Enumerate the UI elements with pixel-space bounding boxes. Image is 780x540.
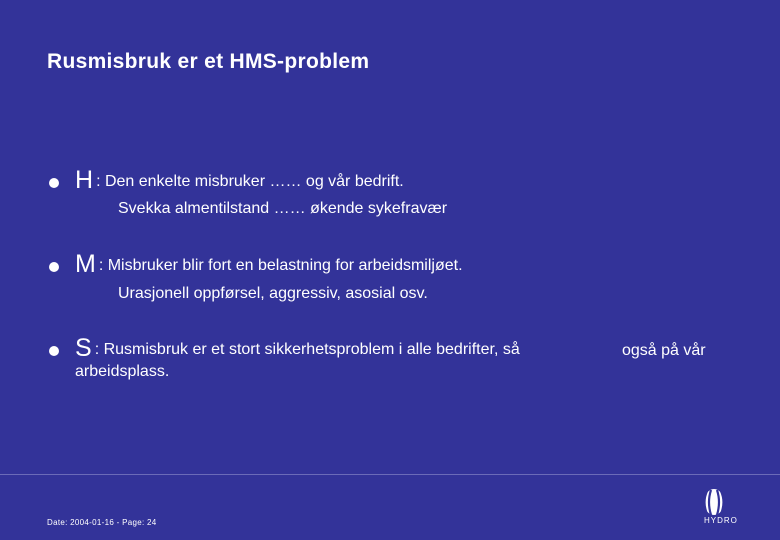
bullet-s-line [75,334,520,363]
bullet-m-sub: Urasjonell oppførsel, aggressiv, asosial osv. [118,285,428,302]
footer-divider [0,474,780,475]
bullet-h-letter: H [75,166,94,194]
bullet-s-continuation: arbeidsplass. [75,363,170,380]
bullet-dot-h [49,178,59,188]
bullet-s-letter: S [75,334,92,362]
bullet-m-letter: M [75,250,96,278]
footer-date-page: Date: 2004-01-16 - Page: 24 [47,518,157,527]
bullet-m-line [75,250,463,279]
bullet-h-sub: Svekka almentilstand …… økende sykefravær [118,200,448,217]
slide-title: Rusmisbruk er et HMS-problem [47,50,370,73]
bullet-h-line [75,166,404,195]
bullet-dot-m [49,262,59,272]
bullet-m-text: : Misbruker blir fort en belastning for arbeidsmiljøet. [98,257,463,274]
bullet-h-text: : Den enkelte misbruker …… og vår bedrift. [96,173,404,190]
bullet-s-text: : Rusmisbruk er et stort sikkerhetsproblem i alle bedrifter, så [94,341,520,358]
bullet-s-tail: også på vår [622,342,706,359]
bullet-dot-s [49,346,59,356]
hydro-logo-text: HYDRO [704,516,738,525]
